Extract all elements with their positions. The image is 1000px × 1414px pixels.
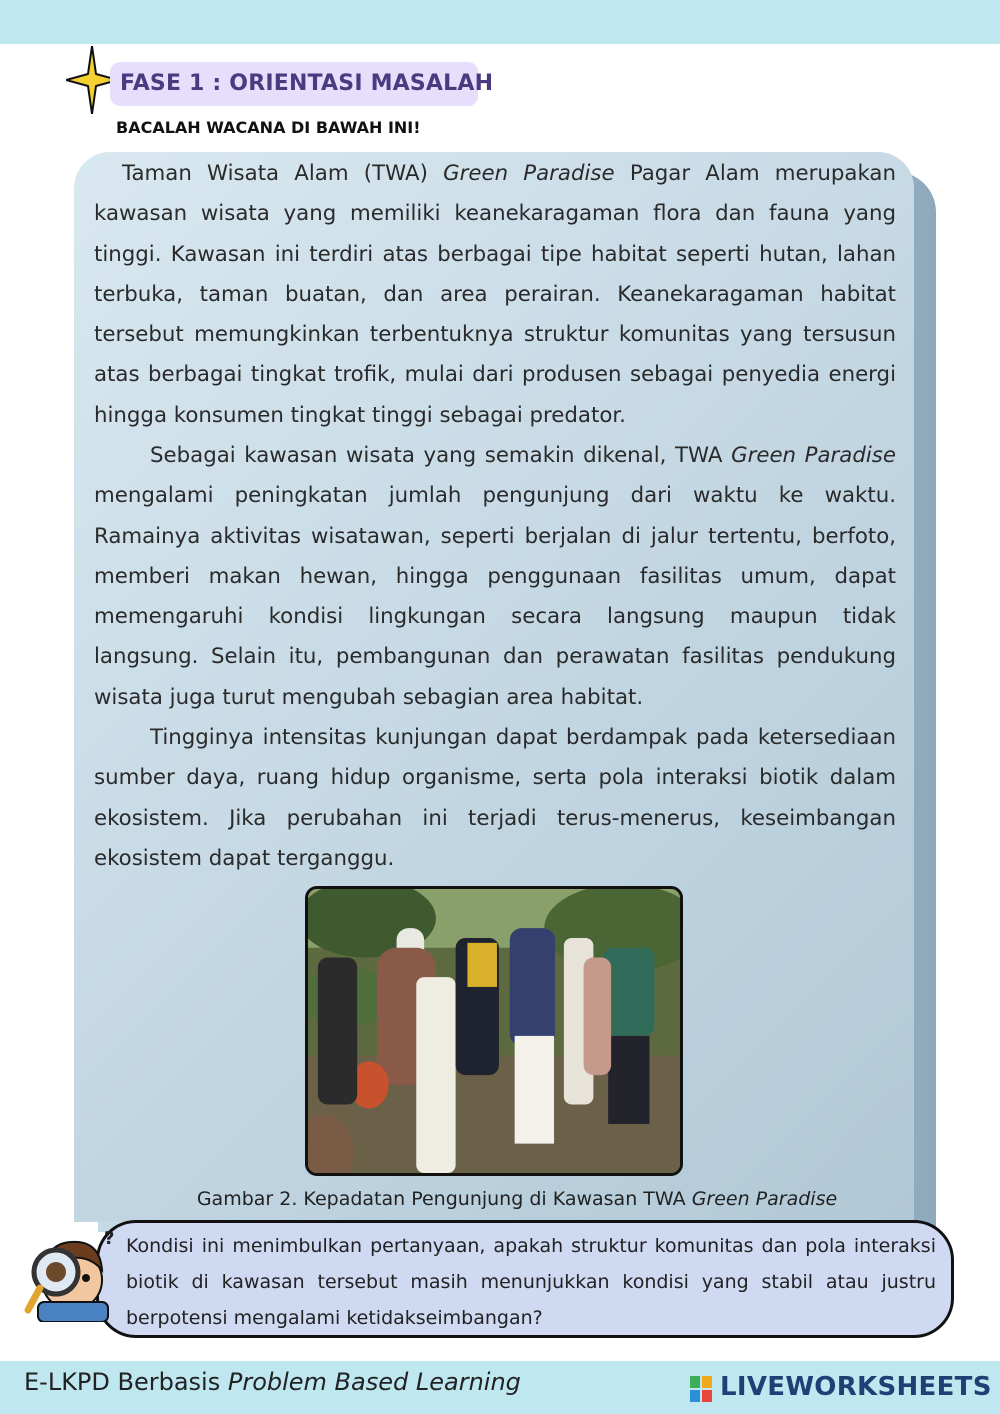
phase-title: FASE 1 : ORIENTASI MASALAH xyxy=(120,71,494,96)
figure-caption: Gambar 2. Kepadatan Pengunjung di Kawasan TWA Green Paradise xyxy=(196,1188,838,1210)
passage-paragraph-2: Sebagai kawasan wisata yang semakin dikenal, TWA Green Paradise mengalami peningkatan jumlah pengunjung dari waktu ke waktu. Ramainya aktivitas wisatawan, seperti berjalan di jalur tertentu, berfoto, memberi makan hewan, hingga penggunaan fasilitas umum, dapat memengaruhi kondisi lingkungan secara langsung maupun tidak langsung. Selain itu, pembangunan dan perawatan fasilitas pendukung wisata juga turut mengubah sebagian area habitat. xyxy=(94,443,896,710)
reading-instruction: BACALAH WACANA DI BAWAH INI! xyxy=(116,118,421,137)
top-band xyxy=(0,0,1000,44)
question-text: Kondisi ini menimbulkan pertanyaan, apakah struktur komunitas dan pola interaksi biotik di kawasan tersebut masih menunjukkan kondisi yang stabil atau justru berpotensi mengalami ketidakseimbangan? xyxy=(126,1235,936,1329)
question-mark: ? xyxy=(104,1228,115,1249)
passage-paragraph-3: Tingginya intensitas kunjungan dapat berdampak pada ketersediaan sumber daya, ruang hidup organisme, serta pola interaksi biotik dalam ekosistem. Jika perubahan ini terjadi terus-menerus, keseimbangan ekosistem dapat terganggu. xyxy=(94,725,896,871)
visitor-crowd-photo xyxy=(305,886,683,1176)
passage-paragraph-1: Taman Wisata Alam (TWA) Green Paradise Pagar Alam merupakan kawasan wisata yang memiliki keanekaragaman flora dan fauna yang tinggi. Kawasan ini terdiri atas berbagai tipe habitat seperti hutan, lahan terbuka, taman buatan, dan area perairan. Keanekaragaman habitat tersebut memungkinkan terbentuknya struktur komunitas yang tersusun atas berbagai tingkat trofik, mulai dari produsen sebagai penyedia energi hingga konsumen tingkat tinggi sebagai predator. xyxy=(94,161,896,428)
detective-magnifier-icon xyxy=(20,1222,115,1322)
liveworksheets-brand[interactable]: LIVEWORKSHEETS xyxy=(720,1372,992,1402)
liveworksheets-logo-icon xyxy=(690,1374,724,1404)
footer-title: E-LKPD Berbasis Problem Based Learning xyxy=(24,1368,521,1396)
